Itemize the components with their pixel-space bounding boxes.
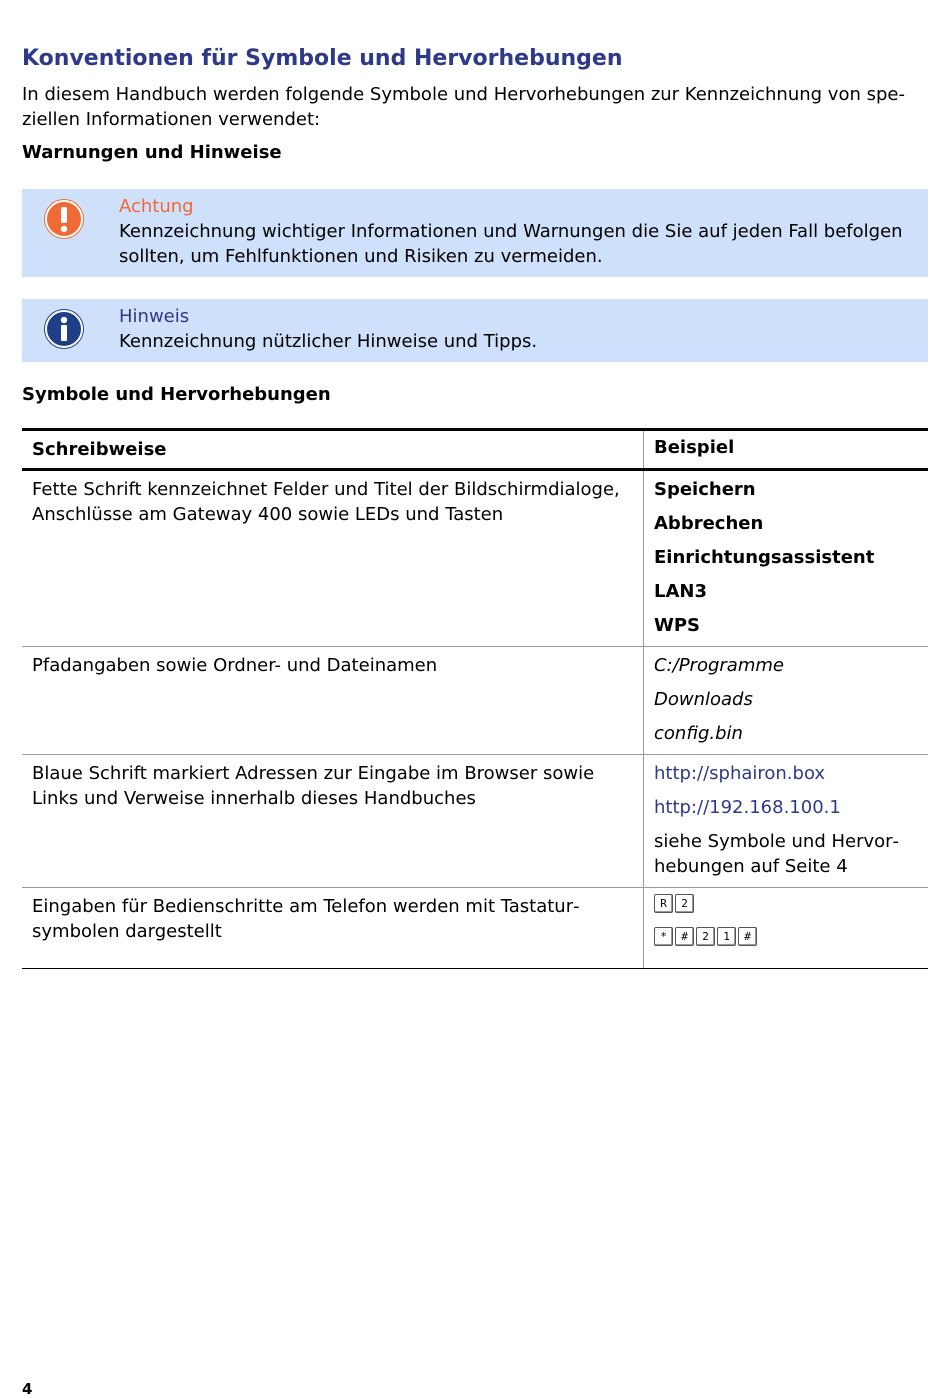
table-row: [22, 471, 928, 647]
symbols-heading: Symbole und Hervorhebungen: [22, 384, 331, 405]
example-path: config.bin: [654, 723, 743, 744]
intro-paragraph: In diesem Handbuch werden folgende Symbole und Hervorhebungen zur Kennzeichnung von speziellen Informationen verwendet:: [22, 84, 905, 130]
table-row: [22, 755, 928, 888]
page-title: Konventionen für Symbole und Hervorhebungen: [22, 46, 623, 71]
example-bold: Abbrechen: [654, 513, 764, 534]
two-key-icon: 2: [696, 927, 715, 946]
example-bold: LAN3: [654, 581, 707, 602]
row-examples: [644, 755, 928, 887]
key-sequence: [654, 894, 918, 913]
row-examples: [644, 647, 928, 754]
one-key-icon: 1: [717, 927, 736, 946]
page-number: 4: [22, 1380, 33, 1398]
example-link[interactable]: http://192.168.100.1: [654, 797, 841, 818]
key-sequence: [654, 927, 918, 946]
example-path: Downloads: [654, 689, 753, 710]
table-row: [22, 647, 928, 755]
table-header-row: [22, 431, 928, 471]
hint-box: [22, 299, 928, 362]
hash-key-icon: #: [738, 927, 757, 946]
r-key-icon: R: [654, 894, 673, 913]
row-description: Blaue Schrift markiert Adressen zur Eingabe im Browser sowie Links und Verweise innerhalb dieses Handbuches: [22, 755, 644, 887]
example-link[interactable]: http://sphairon.box: [654, 763, 826, 784]
warnings-heading: Warnungen und Hinweise: [22, 142, 282, 163]
table-row: [22, 888, 928, 969]
column-header-beispiel: Beispiel: [654, 437, 735, 458]
row-examples: [644, 888, 928, 968]
example-cross-reference[interactable]: siehe Symbole und Hervorhebungen auf Seite 4: [654, 831, 900, 877]
row-description: Fette Schrift kennzeichnet Felder und Titel der Bildschirmdialoge, Anschlüsse am Gateway 400 sowie LEDs und Tasten: [22, 471, 644, 646]
warning-label: Achtung: [119, 196, 194, 217]
star-key-icon: *: [654, 927, 673, 946]
hint-label: Hinweis: [119, 306, 190, 327]
info-icon: [44, 309, 84, 349]
hash-key-icon: #: [675, 927, 694, 946]
row-description: Pfadangaben sowie Ordner- und Dateinamen: [22, 647, 644, 754]
row-examples: [644, 471, 928, 646]
hint-text: Kennzeichnung nützlicher Hinweise und Tipps.: [119, 331, 538, 352]
warning-box: [22, 189, 928, 277]
warning-text: Kennzeichnung wichtiger Informationen und Warnungen die Sie auf jeden Fall befolgen sollten, um Fehlfunktionen und Risiken zu vermeiden.: [119, 221, 903, 267]
column-header-schreibweise: Schreibweise: [22, 431, 644, 468]
example-bold: Einrichtungsassistent: [654, 547, 875, 568]
exclamation-icon: [44, 199, 84, 239]
conventions-table: [22, 428, 928, 969]
row-description: Eingaben für Bedienschritte am Telefon werden mit Tastatursymbolen dargestellt: [22, 888, 644, 968]
two-key-icon: 2: [675, 894, 694, 913]
example-path: C:/Programme: [654, 655, 784, 676]
example-bold: WPS: [654, 615, 701, 636]
example-bold: Speichern: [654, 479, 756, 500]
